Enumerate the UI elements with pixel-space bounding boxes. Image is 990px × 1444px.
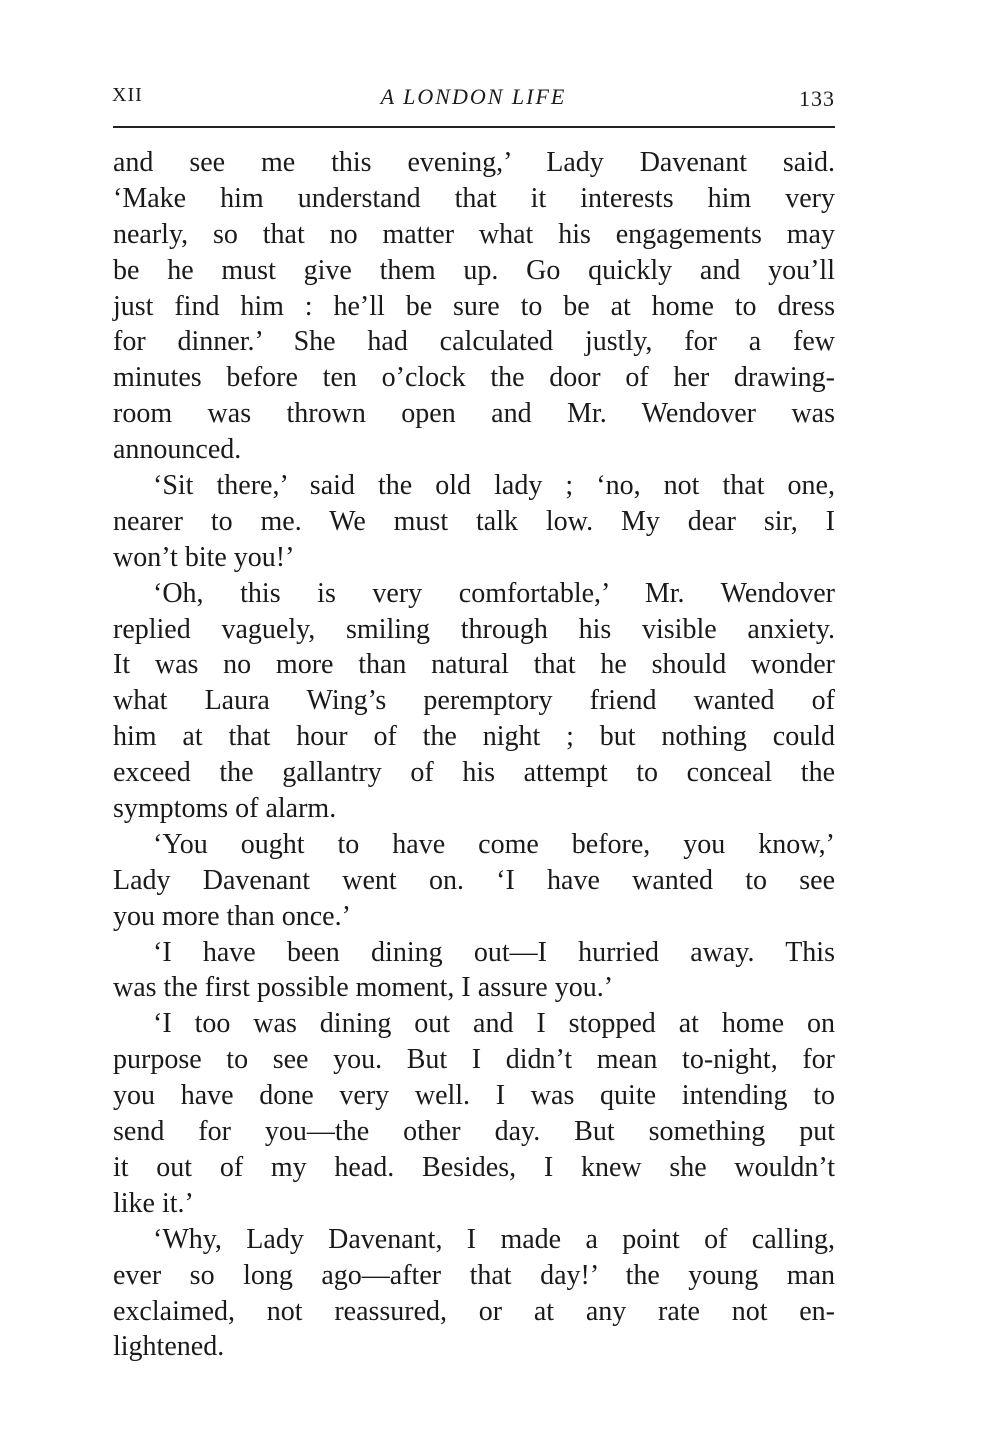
body-text — [113, 145, 835, 1365]
text-line: announced. — [113, 434, 242, 466]
text-line: ever so long ago—after that day!’ the young man — [113, 1259, 835, 1291]
text-line: nearly, so that no matter what his engagements may — [113, 218, 835, 250]
page-number: 133 — [799, 86, 835, 111]
text-line: lightened. — [113, 1331, 225, 1363]
text-line: you have done very well. I was quite intending to — [113, 1080, 835, 1112]
text-line: exclaimed, not reassured, or at any rate not en- — [113, 1295, 835, 1327]
text-line: ‘Sit there,’ said the old lady ; ‘no, not that one, — [153, 470, 835, 502]
text-line: it out of my head. Besides, I knew she wouldn’t — [113, 1151, 835, 1183]
header-rule — [113, 126, 835, 128]
running-title: A LONDON LIFE — [380, 84, 567, 109]
text-line: just find him : he’ll be sure to be at home to dress — [113, 290, 835, 322]
text-line: what Laura Wing’s peremptory friend wanted of — [113, 685, 835, 717]
text-line: replied vaguely, smiling through his visible anxiety. — [113, 613, 835, 645]
text-line: ‘Make him understand that it interests him very — [113, 182, 835, 214]
text-line: was the first possible moment, I assure you.’ — [113, 972, 614, 1004]
text-line: room was thrown open and Mr. Wendover was — [113, 398, 835, 430]
text-line: It was no more than natural that he should wonder — [113, 649, 835, 681]
text-line: ‘Why, Lady Davenant, I made a point of calling, — [153, 1223, 835, 1255]
text-line: you more than once.’ — [113, 900, 351, 932]
text-line: ‘I too was dining out and I stopped at home on — [153, 1008, 835, 1040]
text-line: symptoms of alarm. — [113, 793, 337, 825]
text-line: like it.’ — [113, 1187, 194, 1219]
text-line: and see me this evening,’ Lady Davenant said. — [113, 147, 835, 178]
chapter-number: XII — [112, 84, 143, 106]
text-line: nearer to me. We must talk low. My dear sir, I — [113, 505, 835, 537]
text-line: won’t bite you!’ — [113, 541, 295, 573]
text-line: exceed the gallantry of his attempt to conceal the — [113, 757, 835, 789]
text-line: for dinner.’ She had calculated justly, for a few — [113, 326, 835, 358]
text-line: him at that hour of the night ; but nothing could — [113, 721, 835, 753]
text-line: be he must give them up. Go quickly and you’ll — [113, 254, 835, 286]
text-line: Lady Davenant went on. ‘I have wanted to see — [113, 864, 835, 896]
text-line: ‘You ought to have come before, you know,’ — [153, 828, 835, 860]
text-line: ‘I have been dining out—I hurried away. This — [153, 936, 835, 968]
text-line: ‘Oh, this is very comfortable,’ Mr. Wendover — [153, 577, 835, 609]
running-head — [112, 84, 835, 114]
text-line: purpose to see you. But I didn’t mean to-night, for — [113, 1044, 835, 1076]
text-line: minutes before ten o’clock the door of her drawing- — [113, 362, 835, 394]
text-line: send for you—the other day. But something put — [113, 1116, 835, 1148]
